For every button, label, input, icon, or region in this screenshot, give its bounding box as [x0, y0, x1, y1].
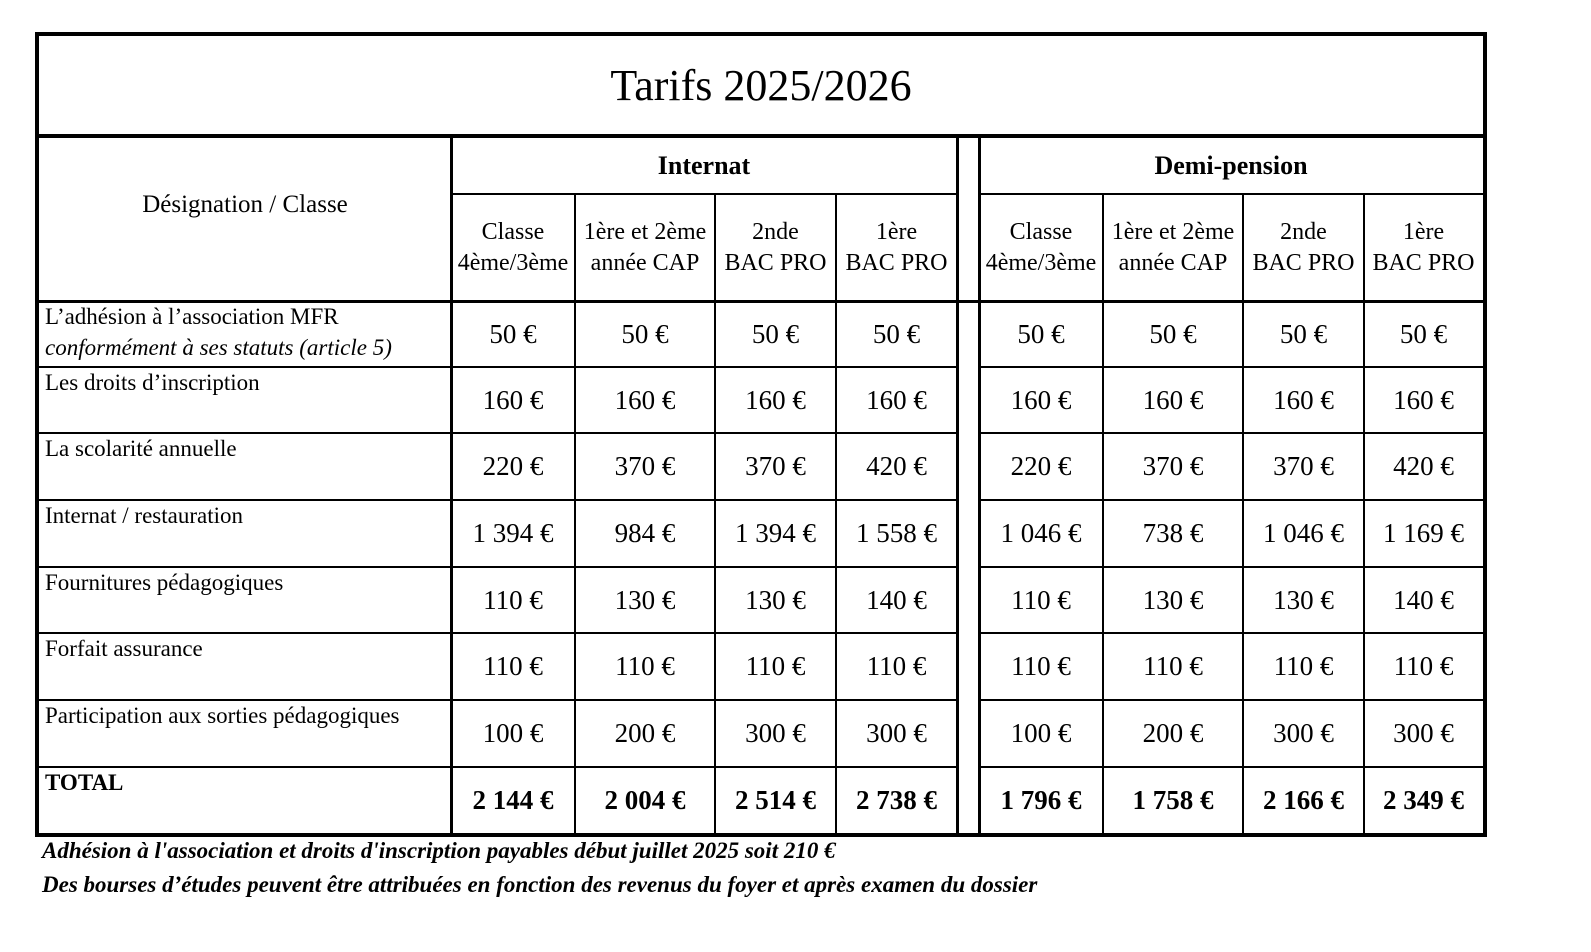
price-cell: 1 394 € [472, 518, 554, 548]
price-cell: 200 € [1142, 718, 1204, 748]
column-header-line: 4ème/3ème [457, 249, 569, 276]
total-cell: 2 166 € [1263, 784, 1344, 815]
total-cell: 2 349 € [1383, 784, 1464, 815]
group-header-demi-pension: Demi-pension [1154, 151, 1308, 180]
table-title: Tarifs 2025/2026 [39, 36, 1483, 138]
price-cell: 110 € [615, 651, 675, 681]
price-cell: 370 € [745, 451, 806, 481]
group-header-internat: Internat [657, 151, 751, 180]
price-cell: 300 € [1273, 718, 1334, 748]
price-cell: 160 € [866, 384, 927, 415]
price-cell: 110 € [866, 651, 927, 681]
column-header-line: 1ère et 2ème [1111, 218, 1235, 245]
price-cell: 50 € [751, 318, 800, 349]
row-label [39, 301, 451, 367]
price-cell: 130 € [1142, 584, 1204, 615]
price-cell: 370 € [1142, 451, 1204, 481]
column-header [1243, 194, 1364, 301]
column-header-line: 1ère [1402, 218, 1445, 245]
row-label [39, 567, 451, 633]
column-header [451, 194, 575, 301]
row-label-text: TOTAL [45, 770, 124, 795]
price-cell: 50 € [1399, 318, 1448, 349]
row-label-text: Fournitures pédagogiques [45, 570, 284, 595]
column-header-line: 4ème/3ème [985, 249, 1097, 276]
column-header-line: BAC PRO [1372, 249, 1475, 276]
column-header-line: année CAP [590, 249, 700, 276]
price-cell: 50 € [1149, 318, 1197, 349]
total-cell: 2 738 € [856, 784, 937, 815]
column-header-line: 2nde [1280, 218, 1327, 245]
column-header-line: 1ère et 2ème [583, 218, 707, 245]
price-cell: 160 € [482, 384, 544, 415]
price-cell: 420 € [1393, 451, 1454, 481]
price-cell: 110 € [1011, 651, 1071, 681]
column-header-line: BAC PRO [845, 249, 948, 276]
price-cell: 160 € [1273, 384, 1334, 415]
total-cell: 1 758 € [1132, 784, 1214, 815]
price-cell: 50 € [1279, 318, 1328, 349]
row-label-text: Participation aux sorties pédagogiques [45, 703, 400, 728]
price-cell: 300 € [745, 718, 806, 748]
price-cell: 110 € [745, 651, 806, 681]
row-label-text: Les droits d’inscription [45, 370, 260, 395]
row-label [39, 500, 451, 567]
price-cell: 130 € [614, 584, 676, 615]
scholarship-note: Des bourses d’études peuvent être attribuées en fonction des revenus du foyer et après examen du dossier [42, 872, 1038, 897]
price-cell: 130 € [1273, 584, 1334, 615]
row-label [39, 433, 451, 500]
price-cell: 50 € [1017, 318, 1065, 349]
price-cell: 420 € [866, 451, 927, 481]
price-cell: 110 € [1143, 651, 1203, 681]
price-cell: 300 € [1393, 718, 1454, 748]
price-cell: 220 € [482, 451, 544, 481]
total-cell: 1 796 € [1000, 784, 1082, 815]
price-cell: 738 € [1142, 518, 1204, 548]
price-cell: 200 € [614, 718, 676, 748]
column-header-line: 1ère [875, 218, 918, 245]
price-cell: 110 € [1273, 651, 1334, 681]
price-cell: 160 € [1010, 384, 1072, 415]
price-cell: 100 € [482, 718, 544, 748]
column-header-line: BAC PRO [1252, 249, 1355, 276]
price-cell: 160 € [745, 384, 806, 415]
price-cell: 50 € [872, 318, 921, 349]
total-cell: 2 144 € [472, 784, 554, 815]
row-label [39, 700, 451, 767]
price-cell: 160 € [1393, 384, 1454, 415]
price-cell: 984 € [614, 518, 676, 548]
price-cell: 130 € [745, 584, 806, 615]
total-cell: 2 004 € [604, 784, 686, 815]
column-header-line: Classe [481, 218, 545, 245]
price-cell: 50 € [621, 318, 669, 349]
row-label-text: L’adhésion à l’association MFR [45, 304, 339, 329]
price-cell: 110 € [1393, 651, 1454, 681]
price-cell: 1 046 € [1000, 518, 1082, 548]
price-cell: 370 € [614, 451, 676, 481]
row-label-text: La scolarité annuelle [45, 436, 237, 461]
column-header-line: 2nde [752, 218, 799, 245]
column-header [1364, 194, 1483, 301]
price-cell: 110 € [483, 651, 543, 681]
price-cell: 1 169 € [1383, 518, 1464, 548]
row-label [39, 367, 451, 433]
column-header [979, 194, 1103, 301]
column-header-line: année CAP [1118, 249, 1228, 276]
column-header-line: Classe [1009, 218, 1073, 245]
price-cell: 220 € [1010, 451, 1072, 481]
tariff-table [35, 32, 1487, 837]
price-cell: 140 € [866, 584, 927, 615]
price-cell: 140 € [1393, 584, 1454, 615]
row-label [39, 767, 451, 833]
row-label-note: conformément à ses statuts (article 5) [45, 335, 392, 360]
row-label-text: Forfait assurance [45, 636, 203, 661]
price-cell: 160 € [1142, 384, 1204, 415]
total-cell: 2 514 € [735, 784, 816, 815]
row-label [39, 633, 451, 700]
price-cell: 370 € [1273, 451, 1334, 481]
column-header [836, 194, 957, 301]
designation-header: Désignation / Classe [142, 190, 348, 218]
column-header [715, 194, 836, 301]
column-header [1103, 194, 1243, 301]
price-cell: 1 558 € [856, 518, 937, 548]
price-cell: 110 € [483, 584, 543, 615]
payment-note: Adhésion à l'association et droits d'inscription payables début juillet 2025 soit 210 € [42, 838, 836, 863]
price-cell: 160 € [614, 384, 676, 415]
column-header-line: BAC PRO [724, 249, 827, 276]
price-cell: 300 € [866, 718, 927, 748]
price-cell: 100 € [1010, 718, 1072, 748]
price-cell: 1 394 € [735, 518, 816, 548]
price-cell: 1 046 € [1263, 518, 1344, 548]
price-cell: 50 € [489, 318, 537, 349]
price-cell: 110 € [1011, 584, 1071, 615]
row-label-text: Internat / restauration [45, 503, 243, 528]
column-header [575, 194, 715, 301]
